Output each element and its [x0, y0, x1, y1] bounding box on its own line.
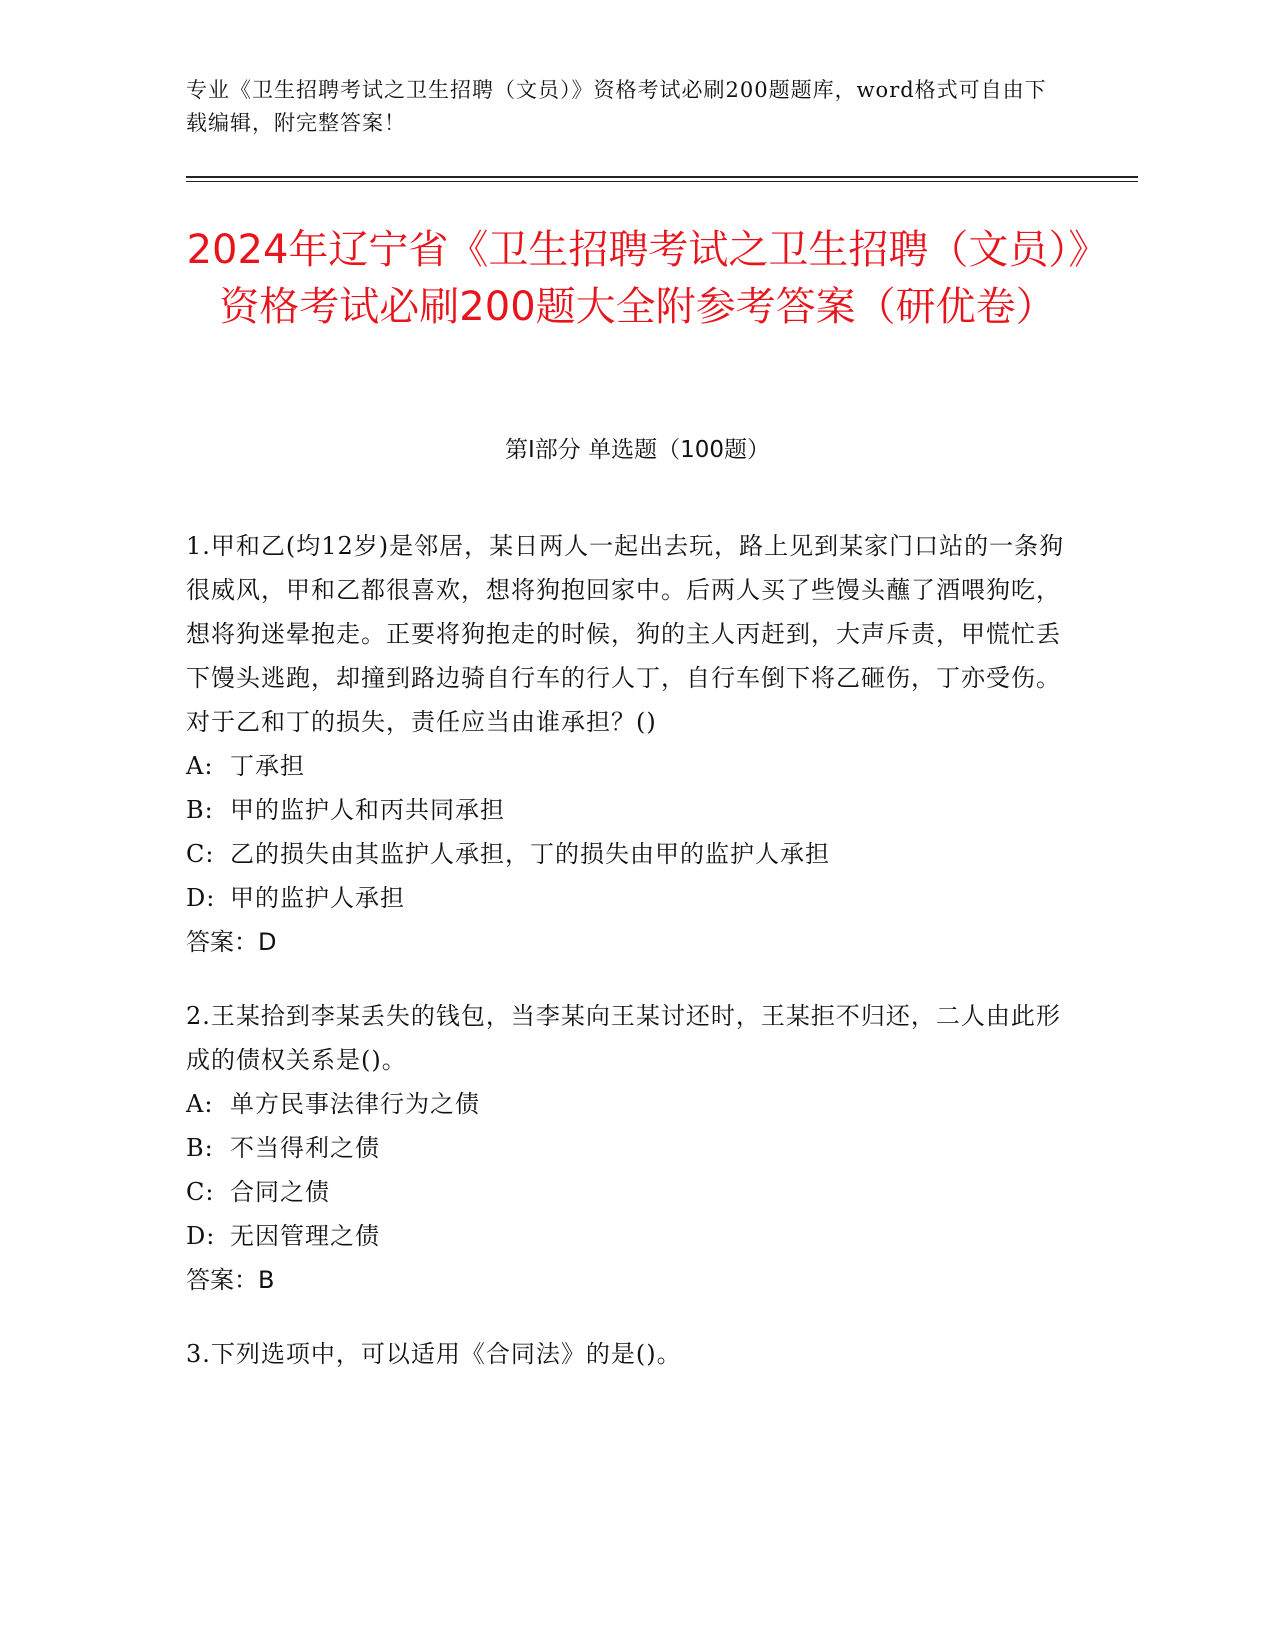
option-d [186, 876, 1066, 920]
option-text: 乙的损失由其监护人承担，丁的损失由甲的监护人承担 [230, 840, 830, 868]
option-letter: D: [186, 1222, 216, 1250]
option-text: 不当得利之债 [230, 1134, 380, 1162]
option-text: 无因管理之债 [230, 1222, 380, 1250]
option-text: 丁承担 [230, 752, 305, 780]
option-letter: B: [186, 1134, 214, 1162]
option-a [186, 1082, 1066, 1126]
option-b [186, 1126, 1066, 1170]
question-stem: 1.甲和乙(均12岁)是邻居，某日两人一起出去玩，路上见到某家门口站的一条狗很威风，甲和乙都很喜欢，想将狗抱回家中。后两人买了些馒头蘸了酒喂狗吃，想将狗迷晕抱走。正要将狗抱走的时候，狗的主人丙赶到，大声斥责，甲慌忙丢下馒头逃跑，却撞到路边骑自行车的行人丁，自行车倒下将乙砸伤，丁亦受伤。对于乙和丁的损失，责任应当由谁承担？() [186, 532, 1065, 736]
header-rule-thin [186, 181, 1138, 182]
option-letter: D: [186, 884, 216, 912]
question-1 [186, 524, 1066, 964]
option-c [186, 1170, 1066, 1214]
option-letter: C: [186, 1178, 215, 1206]
option-c [186, 832, 1066, 876]
option-a [186, 744, 1066, 788]
header-rule-thick [186, 176, 1138, 178]
question-3 [186, 1332, 1066, 1376]
question-list [186, 524, 1066, 1406]
question-stem: 2.王某拾到李某丢失的钱包，当李某向王某讨还时，王某拒不归还，二人由此形成的债权关系是()。 [186, 1002, 1061, 1074]
option-text: 甲的监护人承担 [230, 884, 405, 912]
question-stem: 3.下列选项中，可以适用《合同法》的是()。 [186, 1340, 682, 1368]
section-title: 第Ⅰ部分 单选题（100题） [505, 437, 770, 463]
option-d [186, 1214, 1066, 1258]
answer-line: 答案：B [186, 1266, 275, 1294]
option-letter: A: [186, 752, 214, 780]
document-title: 2024年辽宁省《卫生招聘考试之卫生招聘（文员）》资格考试必刷200题大全附参考答案（研优卷） [186, 227, 1089, 330]
question-2 [186, 994, 1066, 1302]
option-text: 合同之债 [230, 1178, 330, 1206]
option-letter: B: [186, 796, 214, 824]
option-text: 甲的监护人和丙共同承担 [230, 796, 505, 824]
option-letter: A: [186, 1090, 214, 1118]
option-text: 单方民事法律行为之债 [230, 1090, 480, 1118]
option-letter: C: [186, 840, 215, 868]
option-b [186, 788, 1066, 832]
answer-line: 答案：D [186, 928, 277, 956]
header-note: 专业《卫生招聘考试之卫生招聘（文员）》资格考试必刷200题题库，word格式可自由下载编辑，附完整答案！ [186, 78, 1047, 135]
